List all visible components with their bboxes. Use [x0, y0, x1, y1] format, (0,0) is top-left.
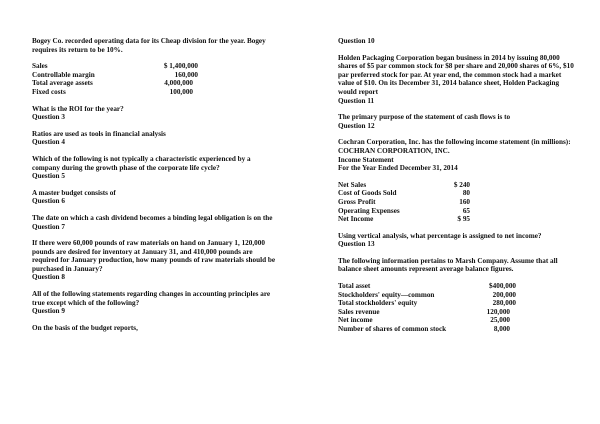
question-11-text: The primary purpose of the statement of cash flows is to	[338, 113, 511, 122]
table-row	[32, 71, 198, 80]
row-value: 120,000	[486, 307, 510, 316]
left-column	[32, 37, 276, 332]
row-label: Net Sales	[338, 180, 367, 189]
table-row	[338, 308, 516, 317]
table-row	[338, 316, 516, 325]
question-7-text: If there were 60,000 pounds of raw materials on hand on January 1, 120,000 pounds are desired for inventory at January 31, and 410,000 pounds are required for January production, how many pounds of raw materials should be purchased in January?	[32, 239, 276, 273]
row-label: Stockholders' equity—common	[338, 290, 435, 299]
row-value: 160,000	[174, 70, 198, 79]
table-row	[338, 282, 516, 291]
row-label: Cost of Goods Sold	[338, 189, 397, 198]
question-10-text: Holden Packaging Corporation began business in 2014 by issuing 80,000 shares of $5 par common stock for $8 per share and 20,000 shares of 6%, $10 par preferred stock for par. At year end, the common stock had a market value of $10. On its December 31, 2014 balance sheet, Holden Packaging would report	[338, 53, 574, 96]
row-value: 80	[462, 189, 470, 198]
question-13-text: The following information pertains to Marsh Company. Assume that all balance sheet amounts represent average balance figures.	[338, 256, 558, 274]
table-row	[32, 62, 198, 71]
row-label: Controllable margin	[32, 70, 95, 79]
row-value: $400,000	[489, 282, 516, 291]
question-6-label: Question 6	[32, 197, 65, 206]
row-label: Gross Profit	[338, 197, 376, 206]
table-row	[338, 189, 470, 198]
row-value: 4,000,000	[164, 79, 193, 88]
bogey-data-table	[32, 62, 198, 96]
row-label: Total asset	[338, 282, 371, 291]
row-value: $ 240	[453, 180, 470, 189]
question-12-label: Question 12	[338, 121, 375, 130]
company-name: COCHRAN CORPORATION, INC.	[338, 146, 450, 155]
roi-question: What is the ROI for the year?	[32, 104, 124, 113]
table-row	[338, 207, 470, 216]
question-7-label: Question 7	[32, 222, 65, 231]
row-label: Number of shares of common stock	[338, 325, 447, 334]
question-13-label: Question 13	[338, 240, 375, 249]
row-label: Fixed costs	[32, 87, 66, 96]
row-value: 160	[459, 197, 470, 206]
question-5-text: A master budget consists of	[32, 188, 116, 197]
table-row	[32, 79, 198, 88]
question-8-text: All of the following statements regarding changes in accounting principles are true except which of the following?	[32, 290, 271, 307]
question-9-label: Question 9	[32, 307, 65, 316]
row-label: Sales	[32, 62, 48, 71]
table-row	[338, 198, 470, 207]
statement-period: For the Year Ended December 31, 2014	[338, 164, 458, 173]
question-9-text: On the basis of the budget reports,	[32, 323, 138, 332]
row-value: 65	[462, 206, 470, 215]
table-row	[32, 88, 198, 97]
row-label: Sales revenue	[338, 307, 380, 316]
question-8-label: Question 8	[32, 273, 65, 282]
question-10-label: Question 10	[338, 37, 375, 45]
row-label: Total average assets	[32, 79, 93, 88]
question-4-text: Which of the following is not typically a characteristic experienced by a company during the growth phase of the corporate life cycle?	[32, 154, 251, 172]
right-column	[338, 37, 578, 334]
marsh-data-table	[338, 282, 516, 334]
row-value: 25,000	[490, 316, 510, 325]
table-row	[338, 181, 470, 190]
question-3-text: Ratios are used as tools in financial analysis	[32, 129, 166, 138]
question-5-label: Question 5	[32, 172, 65, 181]
question-3-label: Question 3	[32, 113, 65, 122]
question-6-text: The date on which a cash dividend becomes a binding legal obligation is on the	[32, 213, 273, 222]
row-label: Total stockholders' equity	[338, 299, 418, 308]
row-label: Net Income	[338, 215, 374, 224]
row-label: Operating Expenses	[338, 206, 400, 215]
bogey-intro: Bogey Co. recorded operating data for its Cheap division for the year. Bogey requires its return to be 10%.	[32, 37, 266, 54]
vertical-analysis-question: Using vertical analysis, what percentage is assigned to net income?	[338, 231, 542, 240]
question-11-label: Question 11	[338, 96, 375, 105]
row-value: 200,000	[492, 290, 516, 299]
question-4-label: Question 4	[32, 138, 65, 147]
question-12-text: Cochran Corporation, Inc. has the following income statement (in millions):	[338, 138, 571, 147]
row-label: Net income	[338, 316, 373, 325]
table-row	[338, 325, 516, 334]
row-value: 100,000	[169, 87, 193, 96]
table-row	[338, 299, 516, 308]
table-row	[338, 215, 470, 224]
row-value: 8,000	[493, 325, 510, 334]
income-statement-table	[338, 181, 470, 224]
row-value: 280,000	[492, 299, 516, 308]
table-row	[338, 291, 516, 300]
row-value: $ 95	[457, 215, 470, 224]
statement-title: Income Statement	[338, 155, 394, 164]
row-value: $ 1,400,000	[163, 62, 198, 71]
